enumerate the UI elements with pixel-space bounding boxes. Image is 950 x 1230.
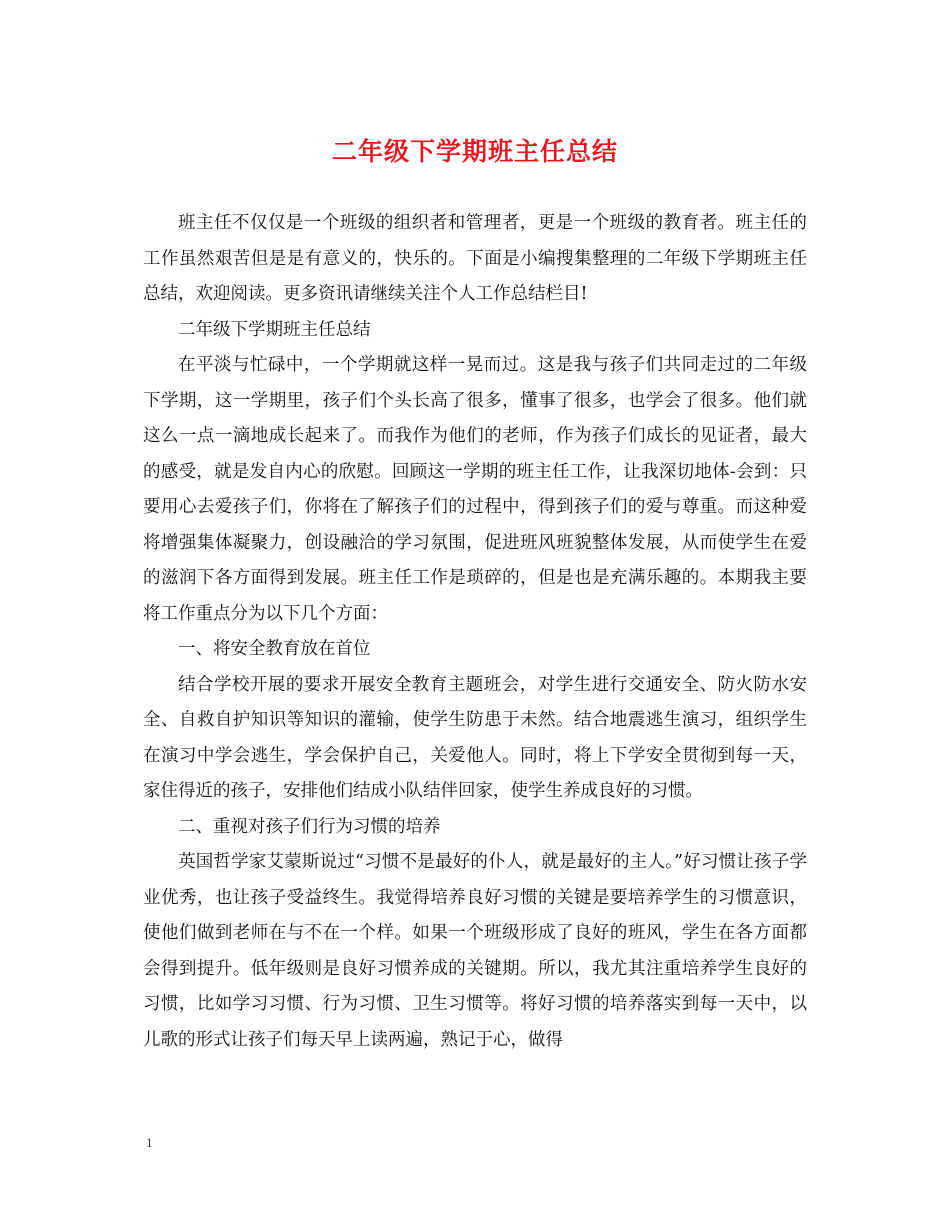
- section-heading-safety: 一、将安全教育放在首位: [178, 639, 371, 659]
- paragraph-habits: 英国哲学家艾蒙斯说过“习惯不是最好的仆人，就是最好的主人。”好习惯让孩子学业优秀，也让孩子受益终生。我觉得培养良好习惯的关键是要培养学生的习惯意识，使他们做到老师在与不在一个样。如果一个班级形成了良好的班风，学生在各方面都会得到提升。低年级则是良好习惯养成的关键期。所以，我尤其注重培养学生良好的习惯，比如学习习惯、行为习惯、卫生习惯等。将好习惯的培养落实到每一天中，以儿歌的形式让孩子们每天早上读两遍，熟记于心，做得: [143, 852, 807, 1050]
- section-heading-habits: 二、重视对孩子们行为习惯的培养: [178, 816, 441, 837]
- document-body: [143, 206, 807, 1058]
- paragraph-intro: 班主任不仅仅是一个班级的组织者和管理者，更是一个班级的教育者。班主任的工作虽然艰苦但是是有意义的，快乐的。下面是小编搜集整理的二年级下学期班主任总结，欢迎阅读。更多资讯请继续关注个人工作总结栏目!: [143, 213, 807, 304]
- paragraph-subtitle: 二年级下学期班主任总结: [178, 319, 371, 340]
- paragraph-safety: 结合学校开展的要求开展安全教育主题班会，对学生进行交通安全、防火防水安全、自救自护知识等知识的灌输，使学生防患于未然。结合地震逃生演习，组织学生在演习中学会逃生，学会保护自己，关爱他人。同时，将上下学安全贯彻到每一天，家住得近的孩子，安排他们结成小队结伴回家，使学生养成良好的习惯。: [143, 674, 807, 801]
- paragraph-overview: 在平淡与忙碌中，一个学期就这样一晃而过。这是我与孩子们共同走过的二年级下学期，这一学期里，孩子们个头长高了很多，懂事了很多，也学会了很多。他们就这么一点一滴地成长起来了。而我作为他们的老师，作为孩子们成长的见证者，最大的感受，就是发自内心的欣慰。回顾这一学期的班主任工作，让我深切地体-会到：只要用心去爱孩子们，你将在了解孩子们的过程中，得到孩子们的爱与尊重。而这种爱将增强集体凝聚力，创设融洽的学习氛围，促进班风班貌整体发展，从而使学生在爱的滋润下各方面得到发展。班主任工作是琐碎的，但是也是充满乐趣的。本期我主要将工作重点分为以下几个方面：: [143, 355, 807, 624]
- page-number: 1: [146, 1135, 153, 1150]
- document-title: 二年级下学期班主任总结: [331, 137, 618, 166]
